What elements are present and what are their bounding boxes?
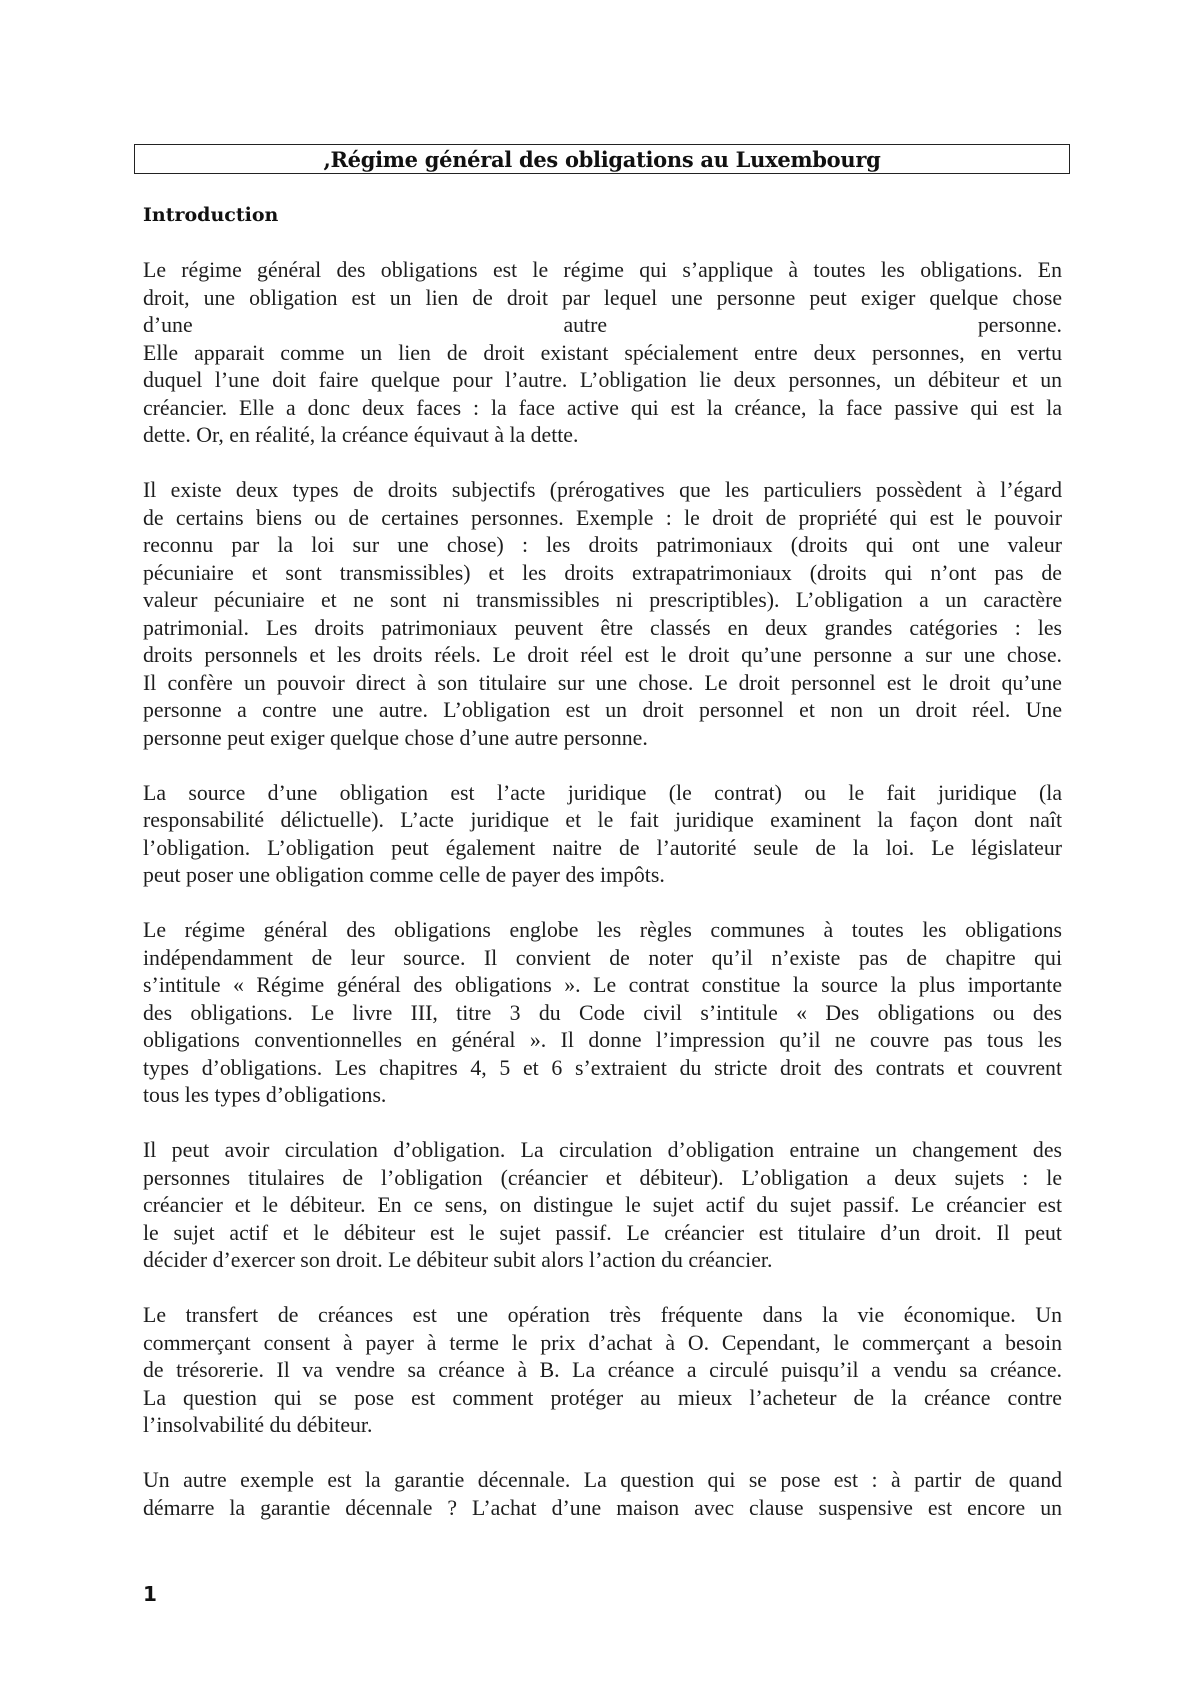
page-number: 1 (143, 1582, 157, 1606)
paragraph (143, 780, 1062, 890)
paragraph-line: décider d’exercer son droit. Le débiteur subit alors l’action du créancier. (143, 1248, 773, 1272)
paragraph (143, 257, 1062, 450)
paragraph-line: s’intitule « Régime général des obligations ». Le contrat constitue la source la plus importante (143, 973, 1062, 997)
paragraph-line: personne peut exiger quelque chose d’une autre personne. (143, 725, 648, 750)
paragraph-line: de certains biens ou de certaines personnes. Exemple : le droit de propriété qui est le pouvoir (143, 505, 1062, 530)
paragraph-line: de trésorerie. Il va vendre sa créance à B. La créance a circulé puisqu’il a vendu sa créance. (143, 1358, 1062, 1382)
document-title: ,Régime général des obligations au Luxembourg (323, 146, 881, 172)
paragraph-line: personne a contre une autre. L’obligation est un droit personnel et non un droit réel. Une (143, 698, 1062, 722)
paragraph (143, 1467, 1062, 1522)
paragraph-line: l’insolvabilité du débiteur. (143, 1413, 373, 1437)
paragraph-line: dette. Or, en réalité, la créance équivaut à la dette. (143, 423, 579, 447)
paragraph-container (143, 257, 1062, 1522)
paragraph-line: indépendamment de leur source. Il convient de noter qu’il n’existe pas de chapitre qui (143, 945, 1062, 970)
paragraph-line: La source d’une obligation est l’acte juridique (le contrat) ou le fait juridique (la (143, 780, 1062, 805)
paragraph-line: Elle apparait comme un lien de droit existant spécialement entre deux personnes, en vertu (143, 340, 1062, 365)
paragraph-line: tous les types d’obligations. (143, 1083, 387, 1107)
paragraph-line: valeur pécuniaire et ne sont ni transmissibles ni prescriptibles). L’obligation a un caractère (143, 588, 1062, 612)
paragraph-line: La question qui se pose est comment protéger au mieux l’acheteur de la créance contre (143, 1385, 1062, 1410)
paragraph-line: créancier. Elle a donc deux faces : la face active qui est la créance, la face passive qui est la (143, 395, 1062, 420)
paragraph-line: droits personnels et les droits réels. Le droit réel est le droit qu’une personne a sur une chose. (143, 643, 1062, 667)
paragraph-line: peut poser une obligation comme celle de payer des impôts. (143, 863, 665, 887)
paragraph (143, 1137, 1062, 1275)
paragraph-line: Le transfert de créances est une opération très fréquente dans la vie économique. Un (143, 1303, 1062, 1327)
paragraph-line: Un autre exemple est la garantie décennale. La question qui se pose est : à partir de quand (143, 1468, 1062, 1492)
section-heading: Introduction (143, 204, 279, 226)
paragraph-line: obligations conventionnelles en général ». Il donne l’impression qu’il ne couvre pas tous les (143, 1028, 1062, 1052)
paragraph-line: l’obligation. L’obligation peut également naitre de l’autorité seule de la loi. Le législateur (143, 835, 1062, 860)
paragraph-line: Le régime général des obligations est le régime qui s’applique à toutes les obligations. En (143, 258, 1062, 282)
paragraph-line: patrimonial. Les droits patrimoniaux peuvent être classés en deux grandes catégories : les (143, 615, 1062, 640)
paragraph-line: Le régime général des obligations englobe les règles communes à toutes les obligations (143, 918, 1062, 942)
paragraph-line: Il existe deux types de droits subjectifs (prérogatives que les particuliers possèdent à l’égard (143, 478, 1062, 502)
paragraph-line: d’une autre personne. (143, 313, 1062, 337)
paragraph (143, 1302, 1062, 1440)
paragraph-line: pécuniaire et sont transmissibles) et les droits extrapatrimoniaux (droits qui n’ont pas de (143, 560, 1062, 585)
paragraph-line: duquel l’une doit faire quelque pour l’autre. L’obligation lie deux personnes, un débiteur et un (143, 368, 1062, 392)
paragraph-line: Il peut avoir circulation d’obligation. La circulation d’obligation entraine un changement des (143, 1138, 1062, 1162)
paragraph-line: démarre la garantie décennale ? L’achat d’une maison avec clause suspensive est encore un (143, 1495, 1062, 1520)
paragraph-line: types d’obligations. Les chapitres 4, 5 et 6 s’extraient du stricte droit des contrats et couvrent (143, 1055, 1062, 1080)
paragraph-line: le sujet actif et le débiteur est le sujet passif. Le créancier est titulaire d’un droit. Il peut (143, 1220, 1062, 1245)
title-box (134, 144, 1070, 174)
paragraph-line: créancier et le débiteur. En ce sens, on distingue le sujet actif du sujet passif. Le créancier est (143, 1193, 1062, 1217)
paragraph-line: personnes titulaires de l’obligation (créancier et débiteur). L’obligation a deux sujets : le (143, 1165, 1062, 1190)
paragraph-line: responsabilité délictuelle). L’acte juridique et le fait juridique examinent la façon dont naît (143, 808, 1062, 832)
paragraph-line: des obligations. Le livre III, titre 3 du Code civil s’intitule « Des obligations ou des (143, 1000, 1062, 1025)
paragraph (143, 917, 1062, 1110)
paragraph-line: droit, une obligation est un lien de droit par lequel une personne peut exiger quelque chose (143, 285, 1062, 310)
paragraph (143, 477, 1062, 752)
paragraph-line: commerçant consent à payer à terme le prix d’achat à O. Cependant, le commerçant a besoin (143, 1330, 1062, 1355)
paragraph-line: reconnu par la loi sur une chose) : les droits patrimoniaux (droits qui ont une valeur (143, 533, 1062, 557)
paragraph-line: Il confère un pouvoir direct à son titulaire sur une chose. Le droit personnel est le droit qu’une (143, 670, 1062, 695)
document-body (143, 202, 1062, 1550)
